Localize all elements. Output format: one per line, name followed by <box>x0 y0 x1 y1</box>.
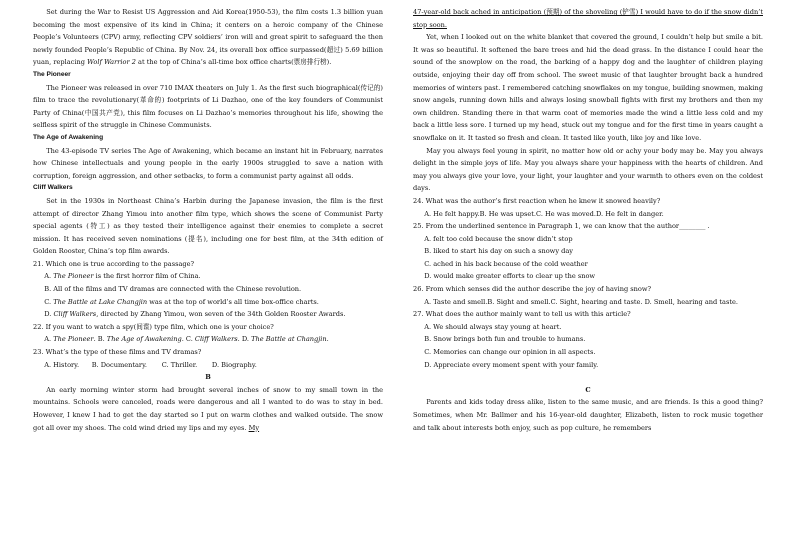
option-27b: B. Snow brings both fun and trouble to humans. <box>424 335 586 344</box>
passage-b-paragraph-1: An early morning winter storm had brought several inches of snow to my small town in the mountains. Schools were canceled, roads were dangerous and all I wanted to do was to stay in bed. However, I knew I had to get the day started so I put on warm clothes and walked outside. The snow got all over my shoes. The cold wind dried my lips and my eyes. My <box>33 385 383 432</box>
option-21d: D. Cliff Walkers, directed by Zhang Yimou, won seven of the 34th Golden Rooster Awards. <box>44 310 346 319</box>
option-25c: C. ached in his back because of the cold weather <box>424 259 588 268</box>
underlined-sentence: My <box>248 423 260 432</box>
underlined-sentence-cont: 47-year-old back ached in anticipation (预期) of the shoveling (铲雪) I would have to do if the snow didn’t stop soon. <box>413 8 763 29</box>
heading-cliff-walkers: Cliff Walkers <box>33 184 73 192</box>
passage-b-paragraph-2: Yet, when I looked out on the white blanket that covered the ground, I couldn’t help but smile a bit. It was so beautiful. It softened the bare trees and hid the dead grass. In the distance I could hear the sound of the snowplow on the road, the barking of a happy dog and the laughter of children playing outside, enjoying their day off from school. The sweet music of that laughter brought back a hundred memories of winters past. I remembered catching snowflakes on my tongue, building snowmen, making snow angels, running down hills and always losing snowball fights with first my brothers and then my own children. Standing there in that warm coat of memories made the wind a little less cold and my back a little less sore. I turned up my head, stuck out my tongue and for the first time in years caught a snowflake on it. It tasted so fresh and clean. It tasted like youth, like joy and like love. <box>413 33 763 142</box>
heading-pioneer: The Pioneer <box>33 70 71 78</box>
film-title: Wolf Warrior 2 <box>87 58 136 67</box>
paragraph-cliff-walkers: Set in the 1930s in Northeast China’s Harbin during the Japanese invasion, the film is the first attempt of director Zhang Yimou into another film type, which shows the scene of Communist Party special agents (特工) as they tested their intelligence against their enemies to complete a secret mission. It has received seven nominations (提名), including one for best film, at the 34th edition of Golden Rooster, China’s top film awards. <box>33 196 383 256</box>
options-24: A. He felt happy.B. He was upset.C. He was moved.D. He felt in danger. <box>424 209 664 218</box>
right-column <box>413 6 763 434</box>
section-b-label: B <box>205 373 211 382</box>
spacer <box>413 371 763 384</box>
option-27c: C. Memories can change our opinion in all aspects. <box>424 348 596 357</box>
question-25: 25. From the underlined sentence in Paragraph 1, we can know that the author________ . <box>413 222 710 231</box>
question-21: 21. Which one is true according to the passage? <box>33 259 195 268</box>
option-21c: C. The Battle at Lake Changjin was at the top of world’s all time box-office charts. <box>44 297 319 306</box>
option-25b: B. liked to start his day on such a snowy day <box>424 247 574 256</box>
question-23: 23. What’s the type of these films and TV dramas? <box>33 348 202 357</box>
options-22: A. The Pioneer. B. The Age of Awakening. C. Cliff Walkers. D. The Battle at Changjin. <box>44 335 329 344</box>
options-26: A. Taste and smell.B. Sight and smell.C. Sight, hearing and taste. D. Smell, hearing and taste. <box>424 297 738 306</box>
question-27: 27. What does the author mainly want to tell us with this article? <box>413 310 631 319</box>
paragraph-pioneer: The Pioneer was released in over 710 IMAX theaters on July 1. As the first such biographical(传记的) film to trace the revolutionary(革命的) footprints of Li Dazhao, one of the key founders of Communist Party of China(中国共产党), this film focuses on Li Dazhao’s memories throughout his life, showing the selfless spirit of the struggle in Chinese Communists. <box>33 83 383 130</box>
option-25a: A. felt too cold because the snow didn’t stop <box>424 234 573 243</box>
passage-c-paragraph-1: Parents and kids today dress alike, listen to the same music, and are friends. Is this a good thing? Sometimes, when Mr. Ballmer and his 16-year-old daughter, Elizabeth, listen to rock music together and talk about interests both enjoy, such as pop culture, he remembers <box>413 398 763 432</box>
heading-awakening: The Age of Awakening <box>33 133 104 141</box>
option-21b: B. All of the films and TV dramas are connected with the Chinese revolution. <box>44 285 302 294</box>
passage-b-paragraph-3: May you always feel young in spirit, no matter how old or achy your body may be. May you always delight in the simple joys of life. May you always share your happiness with the hearts of children. And may you always give your love, your light, your laughter and your warmth to others even on the coldest days. <box>413 146 763 193</box>
options-23: A. History. B. Documentary. C. Thriller. D. Biography. <box>44 360 257 369</box>
question-24: 24. What was the author’s first reaction when he knew it snowed heavily? <box>413 196 661 205</box>
passage-a-intro: Set during the War to Resist US Aggression and Aid Korea(1950-53), the film costs 1.3 billion yuan becoming the most expensive of its kind in China; it centers on a heroic company of the Chinese People’s Volunteers (CPV) army, reflecting CPV soldiers’ iron will and great spirit to safeguard the then newly founded People’s Republic of China. By Nov. 24, its overall box office surpassed(超过) 5.69 billion yuan, replacing Wolf Warrior 2 at the top of China’s all-time box office charts(票房排行榜). <box>33 8 383 67</box>
question-26: 26. From which senses did the author describe the joy of having snow? <box>413 285 652 294</box>
option-25d: D. would make greater efforts to clear up the snow <box>424 272 596 281</box>
option-21a: A. The Pioneer is the first horror film of China. <box>44 272 201 281</box>
paragraph-awakening: The 43-episode TV series The Age of Awakening, which became an instant hit in February, narrates how Chinese intellectuals and young people in the early 1900s struggled to save a nation with corruption, foreign aggression, and other setbacks, to form a communist party against all odds. <box>33 146 383 180</box>
left-column <box>33 6 383 434</box>
option-27d: D. Appreciate every moment spent with your family. <box>424 360 599 369</box>
question-22: 22. If you want to watch a spy(间谍) type film, which one is your choice? <box>33 322 274 331</box>
option-27a: A. We should always stay young at heart. <box>424 322 562 331</box>
section-c-label: C <box>585 385 591 394</box>
